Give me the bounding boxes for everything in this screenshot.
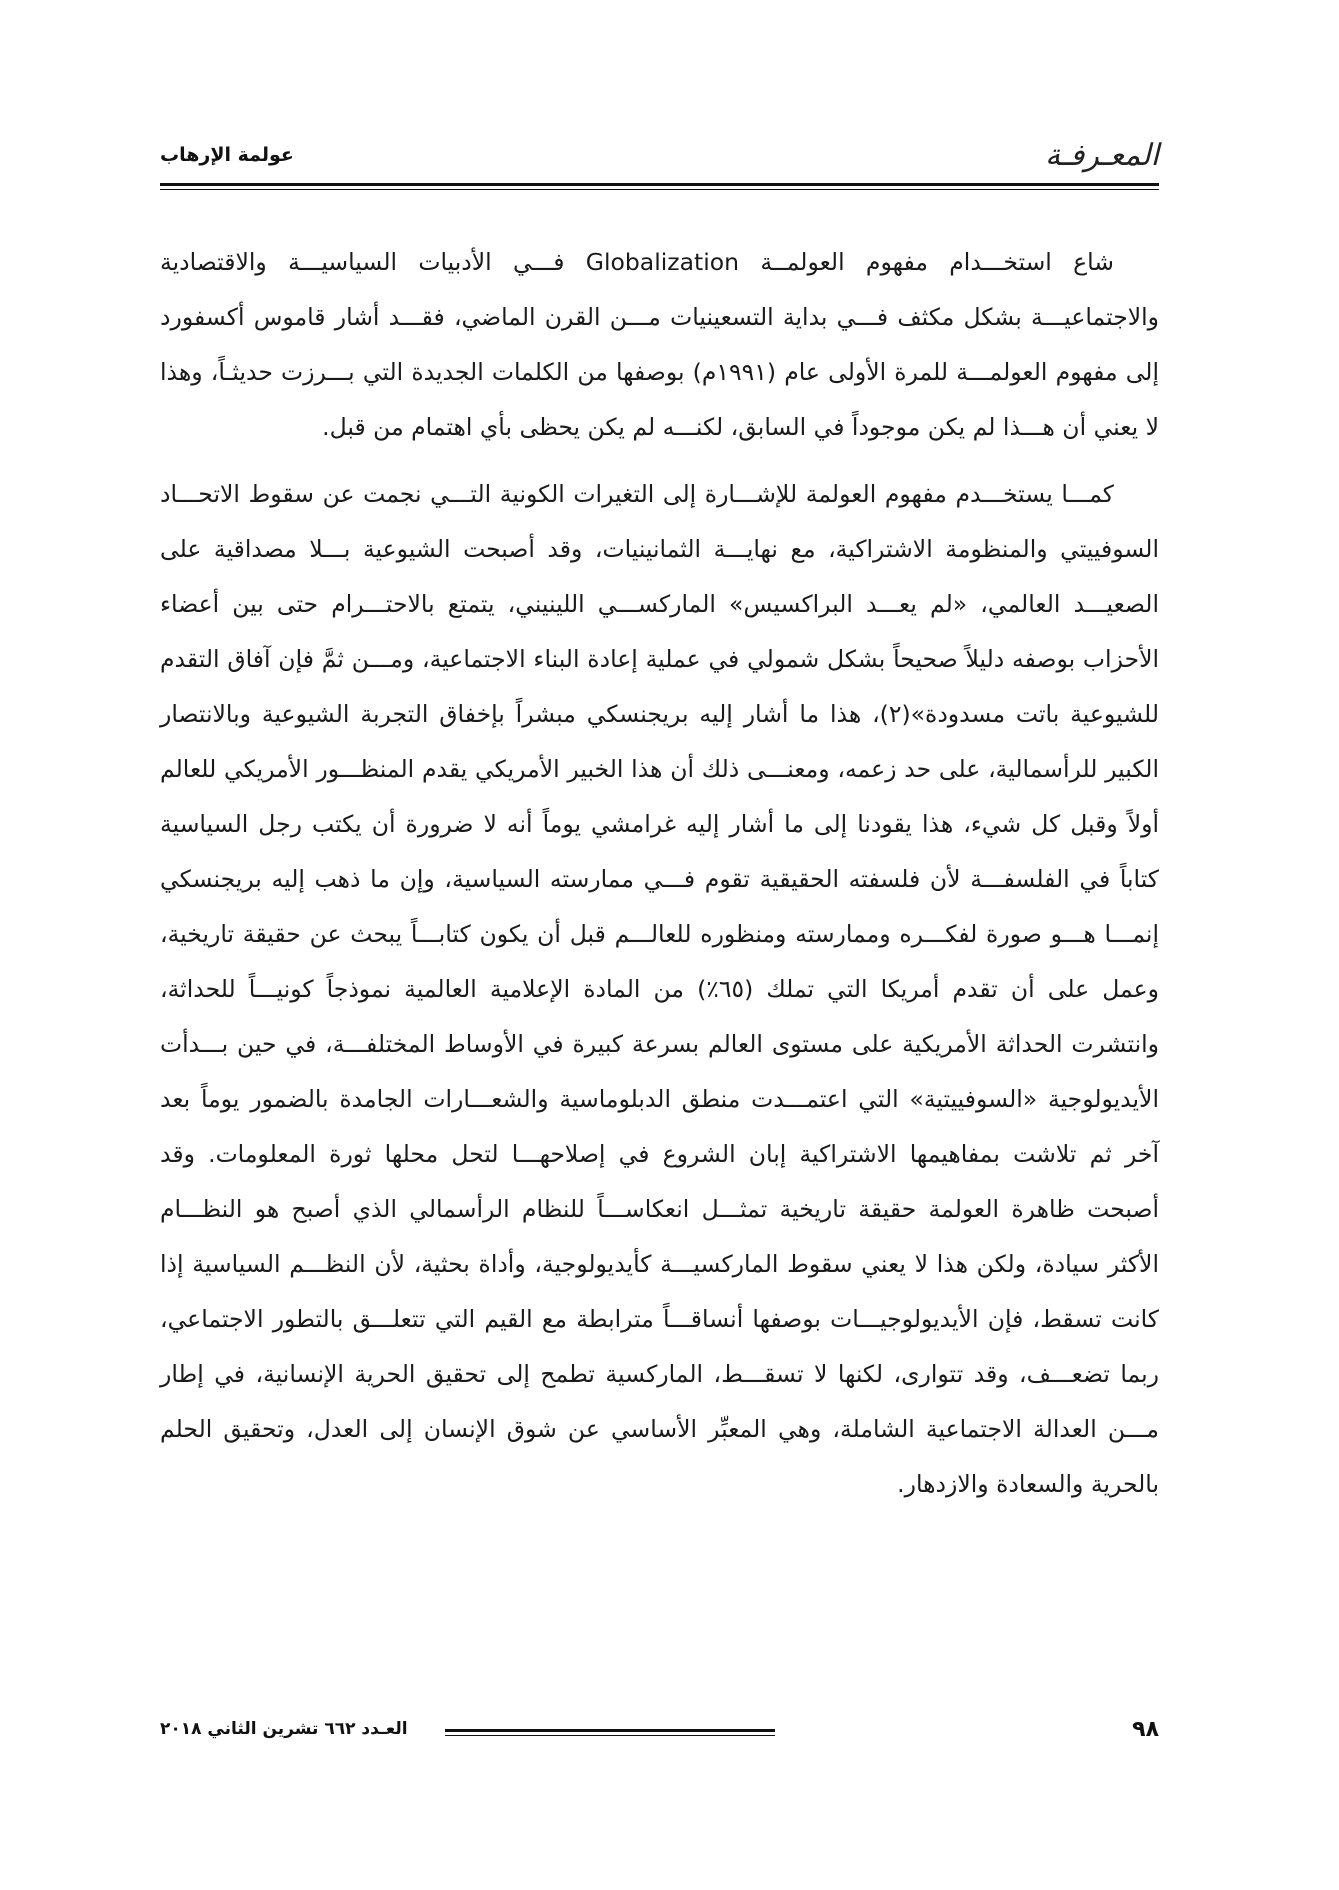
page-number: ٩٨ <box>1132 1717 1159 1742</box>
footer-divider-thin <box>445 1735 775 1736</box>
issue-label: العـدد ٦٦٢ تشرين الثاني ٢٠١٨ <box>160 1719 408 1739</box>
header-divider <box>160 183 1159 186</box>
header-divider-thin <box>160 189 1159 190</box>
magazine-logo: المعـرفـة <box>1045 138 1159 173</box>
paragraph-2: كمـــا يستخـــدم مفهوم العولمة للإشـــارة إلى التغيرات الكونية التـــي نجمت عن سقوط الاتحـــاد السوفييتي والمنظومة الاشتراكية، مع نهايـــة الثمانينيات، وقد أصبحت الشيوعية بـــلا مصداقية على الصعيـــد العالمي، «لم يعـــد البراكسيس» الماركســـي اللينيني، يتمتع بالاحتـــرام حتى بين أعضاء الأحزاب بوصفه دليلاً صحيحاً بشكل شمولي في عملية إعادة البناء الاجتماعية، ومـــن ثمَّ فإن آفاق التقدم للشيوعية باتت مسدودة»(٢)، هذا ما أشار إليه بريجنسكي مبشراً بإخفاق التجربة الشيوعية وبالانتصار الكبير للرأسمالية، على حد زعمه، ومعنـــى ذلك أن هذا الخبير الأمريكي يقدم المنظـــور الأمريكي للعالم أولاً وقبل كل شيء، هذا يقودنا إلى ما أشار إليه غرامشي يوماً أنه لا ضرورة أن يكتب رجل السياسية كتاباً في الفلسفـــة لأن فلسفته الحقيقية تقوم فـــي ممارسته السياسية، وإن ما ذهب إليه بريجنسكي إنمـــا هـــو صورة لفكـــره وممارسته ومنظوره للعالـــم قبل أن يكون كتابـــاً يبحث عن حقيقة تاريخية، وعمل على أن تقدم أمريكا التي تملك (٦٥٪) من المادة الإعلامية العالمية نموذجاً كونيـــاً للحداثة، وانتشرت الحداثة الأمريكية على مستوى العالم بسرعة كبيرة في الأوساط المختلفـــة، في حين بـــدأت الأيديولوجية «السوفييتية» التي اعتمـــدت منطق الدبلوماسية والشعـــارات الجامدة بالضمور يوماً بعد آخر ثم تلاشت بمفاهيمها الاشتراكية إبان الشروع في إصلاحهـــا لتحل محلها ثورة المعلومات. وقد أصبحت ظاهرة العولمة حقيقة تاريخية تمثـــل انعكاســـاً للنظام الرأسمالي الذي أصبح هو النظـــام الأكثر سيادة، ولكن هذا لا يعني سقوط الماركسيـــة كأيديولوجية، وأداة بحثية، لأن النظـــم السياسية إذا كانت تسقط، فإن الأيديولوجيـــات بوصفها أنساقـــاً مترابطة مع القيم التي تتعلـــق بالتطور الاجتماعي، ربما تضعـــف، وقد تتوارى، لكنها لا تسقـــط، الماركسية تطمح إلى تحقيق الحرية الإنسانية، في إطار مـــن العدالة الاجتماعية الشاملة، وهي المعبِّر الأساسي عن شوق الإنسان إلى العدل، وتحقيق الحلم بالحرية والسعادة والازدهار. <box>160 480 1159 1498</box>
article-body <box>160 235 1159 1524</box>
running-title: عولمة الإرهاب <box>160 144 294 166</box>
page-footer <box>160 1715 1159 1755</box>
page-header <box>160 130 1159 180</box>
paragraph-1: شاع استخـــدام مفهوم العولمــة Globalization فـــي الأدبيات السياسيـــة والاقتصادية والاجتماعيـــة بشكل مكثف فـــي بداية التسعينيات مـــن القرن الماضي، فقـــد أشار قاموس أكسفورد إلى مفهوم العولمـــة للمرة الأولى عام (١٩٩١م) بوصفها من الكلمات الجديدة التي بـــرزت حديثـاً، وهذا لا يعني أن هـــذا لم يكن موجوداً في السابق، لكنـــه لم يكن يحظى بأي اهتمام من قبل. <box>160 248 1159 441</box>
footer-divider <box>445 1729 775 1732</box>
